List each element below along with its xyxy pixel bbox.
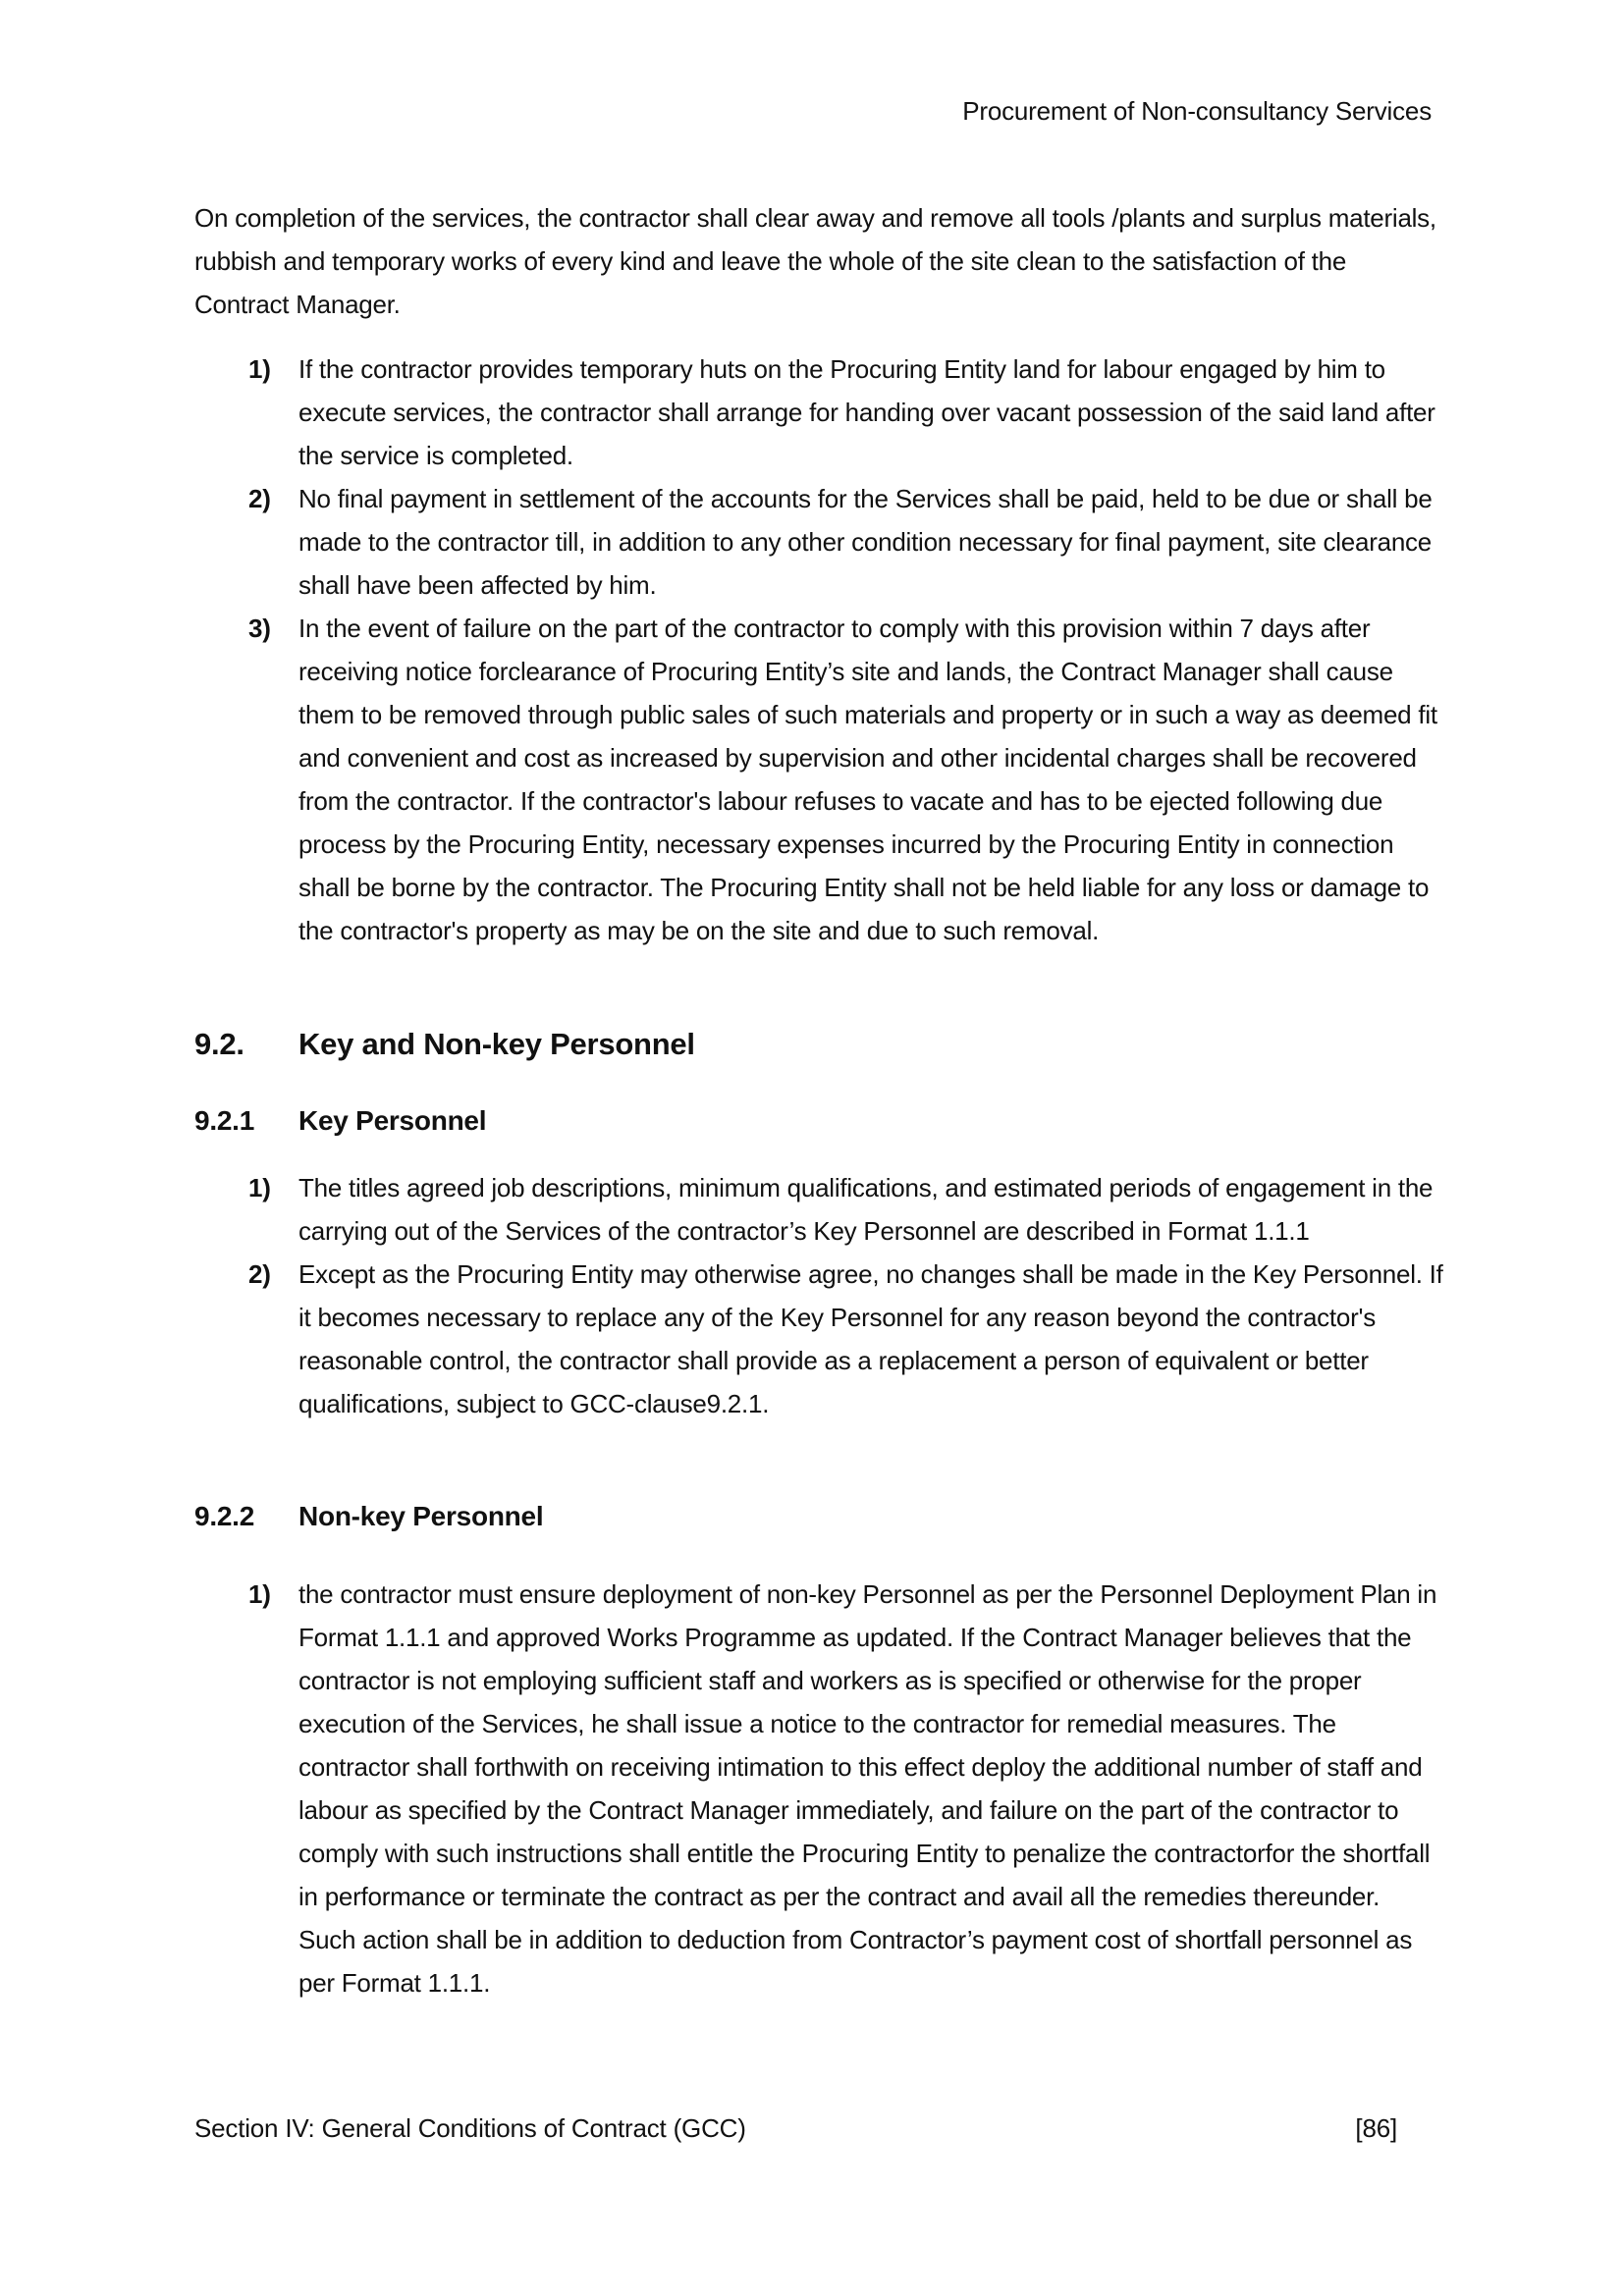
list-item-text: the contractor must ensure deployment of non-key Personnel as per the Personnel Deployment Plan in Format 1.1.1 and approved Works Programme as updated. If the Contract Manager believes that the contractor is not employing sufficient staff and workers as is specified or otherwise for the proper execution of the Services, he shall issue a notice to the contractor for remedial measures. The contractor shall forthwith on receiving intimation to this effect deploy the additional number of staff and labour as specified by the Contract Manager immediately, and failure on the part of the contractor to comply with such instructions shall entitle the Procuring Entity to penalize the contractorfor the shortfall in performance or terminate the contract as per the contract and avail all the remedies thereunder. Such action shall be in addition to deduction from Contractor’s payment cost of shortfall personnel as per Format 1.1.1. <box>298 1579 1437 1998</box>
section-heading-9-2-2 <box>194 1495 1441 1538</box>
page-header <box>194 95 1432 127</box>
list-item-text: Except as the Procuring Entity may otherwise agree, no changes shall be made in the Key Personnel. If it becomes necessary to replace any of the Key Personnel for any reason beyond the contractor's reasonable control, the contractor shall provide as a replacement a person of equivalent or better qualifications, subject to GCC-clause9.2.1. <box>298 1259 1443 1418</box>
section-title: Non-key Personnel <box>298 1501 544 1531</box>
list-item <box>194 477 1443 607</box>
intro-paragraph: On completion of the services, the contractor shall clear away and remove all tools /plants and surplus materials, rubbish and temporary works of every kind and leave the whole of the site clean to the satisfaction of the Contract Manager. <box>194 203 1436 319</box>
section-title: Key and Non-key Personnel <box>298 1027 695 1061</box>
section-heading-9-2 <box>194 1023 1441 1066</box>
nonkey-personnel-list <box>194 1573 1443 2004</box>
list-item <box>194 1166 1443 1253</box>
page-footer <box>194 2112 1397 2144</box>
list-item-number: 1) <box>248 1173 271 1202</box>
section-heading-9-2-1 <box>194 1099 1441 1143</box>
list-item <box>194 607 1443 952</box>
list-item-number: 2) <box>248 1259 271 1289</box>
site-clearance-list <box>194 347 1443 952</box>
list-item-number: 3) <box>248 614 271 643</box>
footer-section-label: Section IV: General Conditions of Contract (GCC) <box>194 2113 746 2143</box>
list-item-text: No final payment in settlement of the accounts for the Services shall be paid, held to be due or shall be made to the contractor till, in addition to any other condition necessary for final payment, site clearance shall have been affected by him. <box>298 484 1433 600</box>
list-item-text: The titles agreed job descriptions, minimum qualifications, and estimated periods of engagement in the carrying out of the Services of the contractor’s Key Personnel are described in Format 1.1.1 <box>298 1173 1434 1246</box>
section-number: 9.2. <box>194 1027 244 1061</box>
list-item-number: 2) <box>248 484 271 513</box>
list-item <box>194 1253 1443 1425</box>
header-title: Procurement of Non-consultancy Services <box>962 96 1432 126</box>
section-title: Key Personnel <box>298 1105 487 1136</box>
section-number: 9.2.2 <box>194 1501 255 1531</box>
footer-page-number: [86] <box>1355 2113 1397 2143</box>
list-item <box>194 347 1443 477</box>
section-number: 9.2.1 <box>194 1105 255 1136</box>
list-item-text: If the contractor provides temporary huts on the Procuring Entity land for labour engaged by him to execute services, the contractor shall arrange for handing over vacant possession of the said land after the service is completed. <box>298 354 1435 470</box>
list-item-number: 1) <box>248 1579 271 1609</box>
key-personnel-list <box>194 1166 1443 1425</box>
list-item-number: 1) <box>248 354 271 384</box>
list-item <box>194 1573 1443 2004</box>
list-item-text: In the event of failure on the part of the contractor to comply with this provision within 7 days after receiving notice forclearance of Procuring Entity’s site and lands, the Contract Manager shall cause them to be removed through public sales of such materials and property or in such a way as deemed fit and convenient and cost as increased by supervision and other incidental charges shall be recovered from the contractor. If the contractor's labour refuses to vacate and has to be ejected following due process by the Procuring Entity, necessary expenses incurred by the Procuring Entity in connection shall be borne by the contractor. The Procuring Entity shall not be held liable for any loss or damage to the contractor's property as may be on the site and due to such removal. <box>298 614 1437 945</box>
